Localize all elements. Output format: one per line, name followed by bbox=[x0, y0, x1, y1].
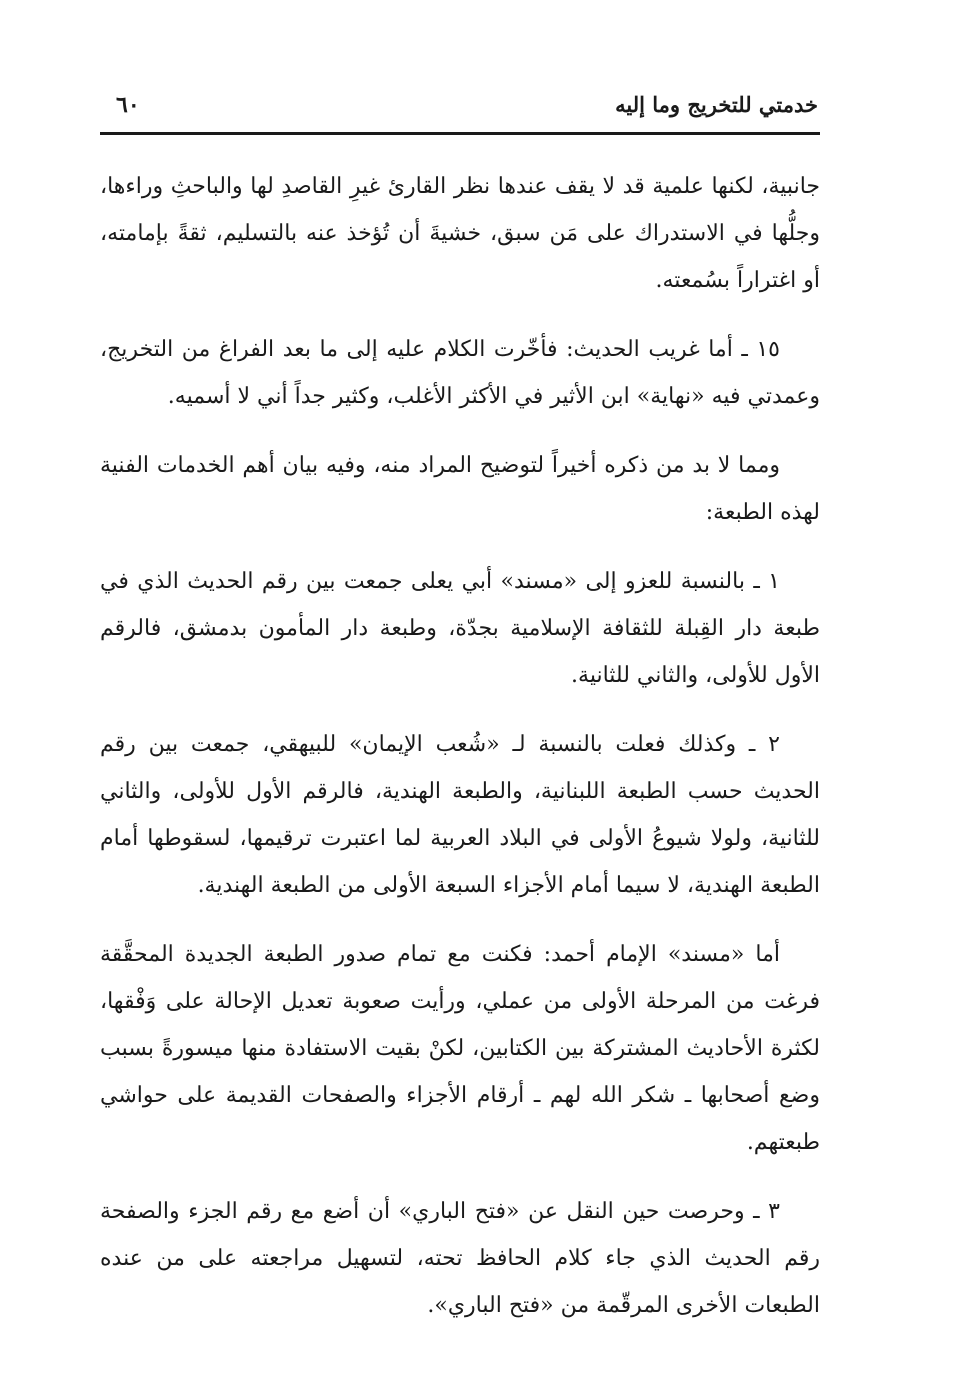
paragraph-service-3: ٣ ـ وحرصت حين النقل عن «فتح الباري» أن أضع مع رقم الجزء والصفحة رقم الحديث الذي جاء كلام الحافظ تحته، لتسهيل مراجعته على من عنده الطبعات الأخرى المرقّمة من «فتح الباري». bbox=[100, 1199, 820, 1318]
paragraph-musnad-ahmad: أما «مسند» الإمام أحمد: فكنت مع تمام صدور الطبعة الجديدة المحقَّقة فرغت من المرحلة الأولى من عملي، ورأيت صعوبة تعديل الإحالة على وَفْقها، لكثرة الأحاديث المشتركة بين الكتابين، لكنْ بقيت الاستفادة منها ميسورةً بسبب وضع أصحابها ـ شكر الله لهم ـ أرقام الأجزاء والصفحات القديمة على حواشي طبعتهم. bbox=[100, 942, 820, 1155]
body-text bbox=[100, 163, 820, 1329]
paragraph-item-15: ١٥ ـ أما غريب الحديث: فأخّرت الكلام عليه إلى ما بعد الفراغ من التخريج، وعمدتي فيه «نهاية» ابن الأثير في الأكثر الأغلب، وكثير جداً أني لا أسميه. bbox=[100, 337, 820, 409]
paragraph-intro-services: ومما لا بد من ذكره أخيراً لتوضيح المراد منه، وفيه بيان أهم الخدمات الفنية لهذه الطبعة: bbox=[100, 453, 820, 525]
running-title: خدمتي للتخريج وما إليه bbox=[615, 92, 818, 117]
paragraph-service-1: ١ ـ بالنسبة للعزو إلى «مسند» أبي يعلى جمعت بين رقم الحديث الذي في طبعة دار القِبلة للثقافة الإسلامية بجدّة، وطبعة دار المأمون بدمشق، فالرقم الأول للأولى، والثاني للثانية. bbox=[100, 569, 820, 688]
page-number: ٦٠ bbox=[116, 92, 140, 118]
book-page bbox=[100, 70, 820, 1330]
paragraph-continuation: جانبية، لكنها علمية قد لا يقف عندها نظر القارئ غيرِ القاصدِ لها والباحثِ وراءها، وجلُّها في الاستدراك على مَن سبق، خشيةَ أن تُؤخذ عنه بالتسليم، ثقةً بإمامته، أو اغتراراً بسُمعته. bbox=[100, 174, 820, 293]
running-header bbox=[100, 70, 820, 135]
paragraph-service-2: ٢ ـ وكذلك فعلت بالنسبة لـ «شُعب الإيمان» للبيهقي، جمعت بين رقم الحديث حسب الطبعة اللبنانية، والطبعة الهندية، فالرقم الأول للأولى، والثاني للثانية، ولولا شيوعُ الأولى في البلاد العربية لما اعتبرت ترقيمها، لسقوطها أمام الطبعة الهندية، لا سيما أمام الأجزاء السبعة الأولى من الطبعة الهندية. bbox=[100, 732, 820, 898]
